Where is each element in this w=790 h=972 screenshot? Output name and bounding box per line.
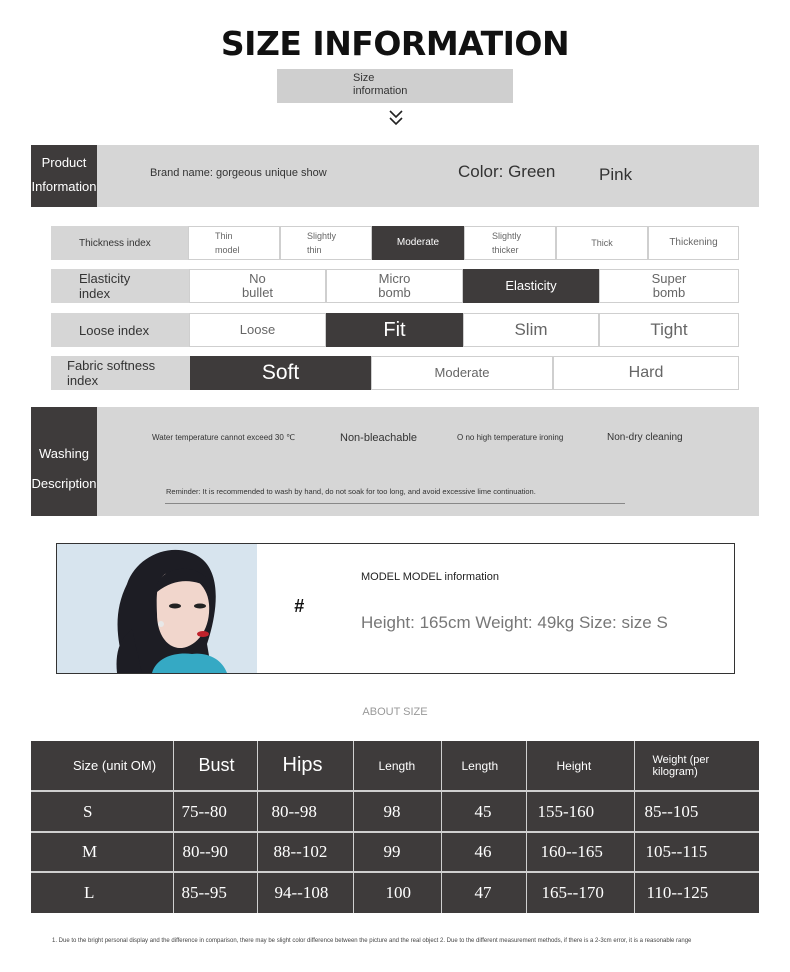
softness-index-row (51, 356, 739, 390)
size-table-row (31, 832, 759, 872)
elasticity-option: Super bomb (599, 269, 739, 303)
washing-instruction: Non-bleachable (340, 432, 418, 444)
elasticity-index-row (51, 269, 739, 303)
washing-reminder: Reminder: It is recommended to wash by hand, do not soak for too long, and avoid excessive lime continuation. (166, 487, 536, 496)
size-table (31, 741, 759, 913)
elasticity-option: Micro bomb (326, 269, 463, 303)
thickness-option: Slightly thicker (464, 226, 556, 260)
height-cell: 160--165 (526, 832, 634, 872)
weight-cell: 110--125 (634, 872, 759, 913)
model-hash-symbol: # (294, 596, 305, 616)
model-photo (57, 544, 257, 673)
thickness-option: Thick (556, 226, 648, 260)
length-cell: 99 (353, 832, 441, 872)
hips-cell: 94--108 (257, 872, 353, 913)
size-table-header: Hips (257, 741, 353, 791)
size-table-header: Length (353, 741, 441, 791)
loose-index-row (51, 313, 739, 347)
size-table-header: Weight (per kilogram) (652, 753, 710, 778)
product-info-bar (31, 145, 759, 207)
subtitle-line1: Size (353, 72, 375, 84)
bust-cell: 75--80 (173, 791, 257, 832)
brand-name: Brand name: gorgeous unique show (150, 167, 327, 179)
washing-instruction: O no high temperature ironing (457, 433, 564, 442)
product-info-tab (31, 145, 97, 207)
softness-index-label: Fabric softness index (51, 356, 190, 390)
thickness-option: Thin model (188, 226, 280, 260)
model-portrait-image (57, 544, 257, 673)
weight-cell: 85--105 (634, 791, 759, 832)
model-stats: Height: 165cm Weight: 49kg Size: size S (361, 613, 668, 632)
washing-tab-line2: Description (31, 476, 97, 491)
subtitle-line2: information (353, 85, 408, 97)
color-value: Color: Green (458, 162, 556, 181)
size-table-row (31, 872, 759, 913)
footnote: 1. Due to the bright personal display and the difference in comparison, there may be slight color difference between the picture and the real object 2. Due to the different measurement methods, if there is a 2-3cm error, it is a reasonable range (52, 938, 692, 944)
color-alt-value: Pink (599, 165, 633, 184)
loose-index-label: Loose index (51, 313, 189, 347)
length2-cell: 47 (441, 872, 526, 913)
washing-tab-line1: Washing (38, 446, 90, 461)
about-size-heading: ABOUT SIZE (362, 706, 428, 718)
weight-cell: 105--115 (634, 832, 759, 872)
thickness-index-label: Thickness index (51, 226, 188, 260)
softness-option: Hard (553, 356, 739, 390)
elasticity-index-label: Elasticity index (51, 269, 189, 303)
length-cell: 98 (353, 791, 441, 832)
softness-option: Moderate (371, 356, 553, 390)
loose-option-selected: Fit (326, 313, 463, 347)
size-cell: L (31, 872, 173, 913)
washing-description-tab (31, 407, 97, 516)
thickness-index-row (51, 226, 739, 260)
size-table-header: Bust (173, 741, 257, 791)
hips-cell: 80--98 (257, 791, 353, 832)
length-cell: 100 (353, 872, 441, 913)
double-chevron-down-icon (385, 108, 407, 130)
product-tab-line2: Information (31, 179, 97, 194)
length2-cell: 45 (441, 791, 526, 832)
size-cell: S (31, 791, 173, 832)
height-cell: 165--170 (526, 872, 634, 913)
length2-cell: 46 (441, 832, 526, 872)
bust-cell: 85--95 (173, 872, 257, 913)
loose-option: Tight (599, 313, 739, 347)
loose-option: Loose (189, 313, 326, 347)
size-table-header: Size (unit OM) (31, 741, 173, 791)
elasticity-option: No bullet (189, 269, 326, 303)
elasticity-option-selected: Elasticity (463, 269, 599, 303)
bust-cell: 80--90 (173, 832, 257, 872)
page-title: SIZE INFORMATION (220, 24, 570, 63)
model-info-heading: MODEL MODEL information (361, 571, 499, 583)
size-cell: M (31, 832, 173, 872)
section-subtitle (277, 69, 513, 103)
thickness-option: Slightly thin (280, 226, 372, 260)
size-table-header: Length (441, 741, 526, 791)
height-cell: 155-160 (526, 791, 634, 832)
size-table-header-row (31, 741, 759, 791)
thickness-option-selected: Moderate (372, 226, 464, 260)
reminder-underline (165, 503, 625, 504)
size-table-header: Height (526, 741, 634, 791)
washing-instruction: Non-dry cleaning (607, 432, 683, 443)
hips-cell: 88--102 (257, 832, 353, 872)
product-tab-line1: Product (41, 155, 87, 170)
washing-description-bar (31, 407, 759, 516)
softness-option-selected: Soft (190, 356, 371, 390)
loose-option: Slim (463, 313, 599, 347)
size-table-row (31, 791, 759, 832)
thickness-option: Thickening (648, 226, 739, 260)
washing-instruction: Water temperature cannot exceed 30 ℃ (152, 433, 295, 442)
